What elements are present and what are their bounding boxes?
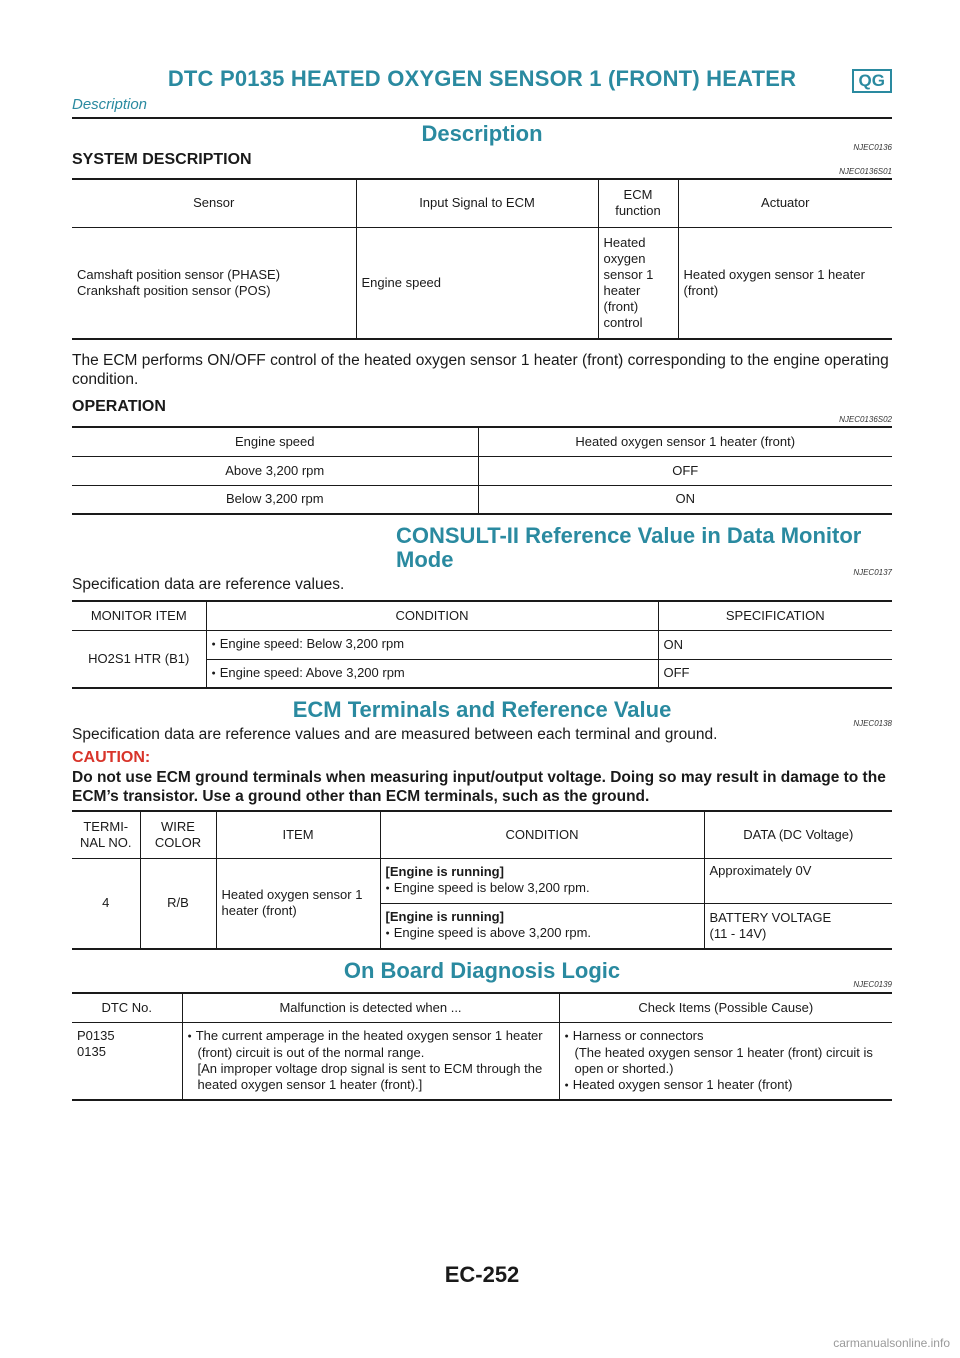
table-cell: [206, 630, 658, 659]
table-cell: Camshaft position sensor (PHASE) Crankshaft position sensor (POS): [72, 227, 356, 339]
header-title: DTC P0135 HEATED OXYGEN SENSOR 1 (FRONT) HEATER: [167, 66, 797, 91]
table-cell: OFF: [658, 659, 892, 688]
table-row: [72, 456, 892, 485]
description-paragraph: The ECM performs ON/OFF control of the heated oxygen sensor 1 heater (front) corresponding to the engine operating condition.: [72, 352, 889, 388]
consult-table: [72, 600, 892, 689]
caution-label: CAUTION:: [72, 749, 151, 766]
table-header: TERMI- NAL NO.: [72, 811, 140, 858]
operation-table: [72, 426, 892, 515]
table-cell: P0135 0135: [72, 1022, 182, 1100]
subsection-code: NJEC0136S01: [839, 167, 892, 176]
table-header: CONDITION: [380, 811, 704, 858]
subsection-code: NJEC0136S02: [839, 415, 892, 424]
ecm-note: Specification data are reference values and are measured between each terminal and ground.: [72, 726, 718, 743]
table-cell: Above 3,200 rpm: [72, 456, 478, 485]
section-title-description: Description: [421, 121, 543, 146]
section-code: NJEC0139: [853, 980, 892, 989]
table-row: [72, 485, 892, 514]
table-header: ITEM: [216, 811, 380, 858]
table-cell: [206, 659, 658, 688]
subsection-title-system: SYSTEM DESCRIPTION: [72, 151, 252, 168]
table-cell: R/B: [140, 858, 216, 949]
table-cell: Engine speed: [356, 227, 598, 339]
table-header: Malfunction is detected when ...: [182, 993, 559, 1022]
table-header: MONITOR ITEM: [72, 601, 206, 630]
table-cell: [380, 903, 704, 949]
table-header: Check Items (Possible Cause): [559, 993, 892, 1022]
condition-state: [Engine is running]: [385, 909, 504, 925]
table-cell: OFF: [478, 456, 892, 485]
table-cell: [559, 1022, 892, 1100]
bullet-text: ● The current amperage in the heated oxygen sensor 1 heater (front) circuit is out of the normal range. [An improper voltage drop signal is sent to ECM through the heated oxygen sensor 1 heater (front).]: [188, 1028, 554, 1093]
watermark: carmanualsonline.info: [833, 1336, 950, 1350]
table-cell: HO2S1 HTR (B1): [72, 630, 206, 688]
table-cell: ON: [478, 485, 892, 514]
table-header: CONDITION: [206, 601, 658, 630]
table-header: Actuator: [678, 179, 892, 227]
bullet-text: ● Heated oxygen sensor 1 heater (front): [565, 1077, 888, 1094]
table-cell: Heated oxygen sensor 1 heater (front) control: [598, 227, 678, 339]
engine-badge: QG: [852, 69, 892, 93]
section-code: NJEC0136: [853, 143, 892, 152]
table-header: Engine speed: [72, 427, 478, 456]
table-header: Input Signal to ECM: [356, 179, 598, 227]
table-cell: Heated oxygen sensor 1 heater (front): [678, 227, 892, 339]
table-header: DATA (DC Voltage): [704, 811, 892, 858]
table-row: [72, 858, 892, 903]
subsection-title-operation: OPERATION: [72, 398, 166, 415]
section-title-obd: On Board Diagnosis Logic: [343, 958, 621, 983]
table-header: DTC No.: [72, 993, 182, 1022]
bullet-text: ● Engine speed: Below 3,200 rpm: [212, 636, 653, 653]
table-cell: Heated oxygen sensor 1 heater (front): [216, 858, 380, 949]
header-subtitle: Description: [72, 96, 148, 113]
table-cell: Below 3,200 rpm: [72, 485, 478, 514]
section-title-ecm: ECM Terminals and Reference Value: [292, 697, 672, 722]
bullet-text: ● Engine speed is below 3,200 rpm.: [386, 880, 699, 897]
page-number: EC-252: [444, 1262, 520, 1287]
table-cell: ON: [658, 630, 892, 659]
table-cell: [182, 1022, 559, 1100]
table-cell: 4: [72, 858, 140, 949]
section-code: NJEC0138: [853, 719, 892, 728]
table-header: Heated oxygen sensor 1 heater (front): [478, 427, 892, 456]
bullet-text: ● Engine speed: Above 3,200 rpm: [212, 665, 653, 682]
table-cell: BATTERY VOLTAGE (11 - 14V): [704, 903, 892, 949]
ecm-terminal-table: [72, 810, 892, 950]
running-header: [72, 66, 892, 96]
bullet-text: ● Harness or connectors (The heated oxygen sensor 1 heater (front) circuit is open or shorted.): [565, 1028, 888, 1077]
table-cell: [380, 858, 704, 903]
caution-text: Do not use ECM ground terminals when measuring input/output voltage. Doing so may result in damage to the ECM’s transistor. Use a ground other than ECM terminals, such as the ground.: [72, 769, 886, 805]
condition-state: [Engine is running]: [385, 864, 504, 879]
header-rule: [72, 117, 892, 119]
bullet-text: ● Engine speed is above 3,200 rpm.: [386, 925, 699, 942]
section-title-consult: CONSULT-II Reference Value in Data Monitor Mode: [396, 523, 862, 572]
table-row: [72, 630, 892, 659]
table-cell: Approximately 0V: [704, 858, 892, 903]
table-header: WIRE COLOR: [140, 811, 216, 858]
section-code: NJEC0137: [853, 568, 892, 577]
consult-note: Specification data are reference values.: [72, 576, 345, 593]
table-header: ECM function: [598, 179, 678, 227]
system-description-table: [72, 178, 892, 340]
obd-table: [72, 992, 892, 1101]
table-header: Sensor: [72, 179, 356, 227]
table-header: SPECIFICATION: [658, 601, 892, 630]
table-row: [72, 1022, 892, 1100]
